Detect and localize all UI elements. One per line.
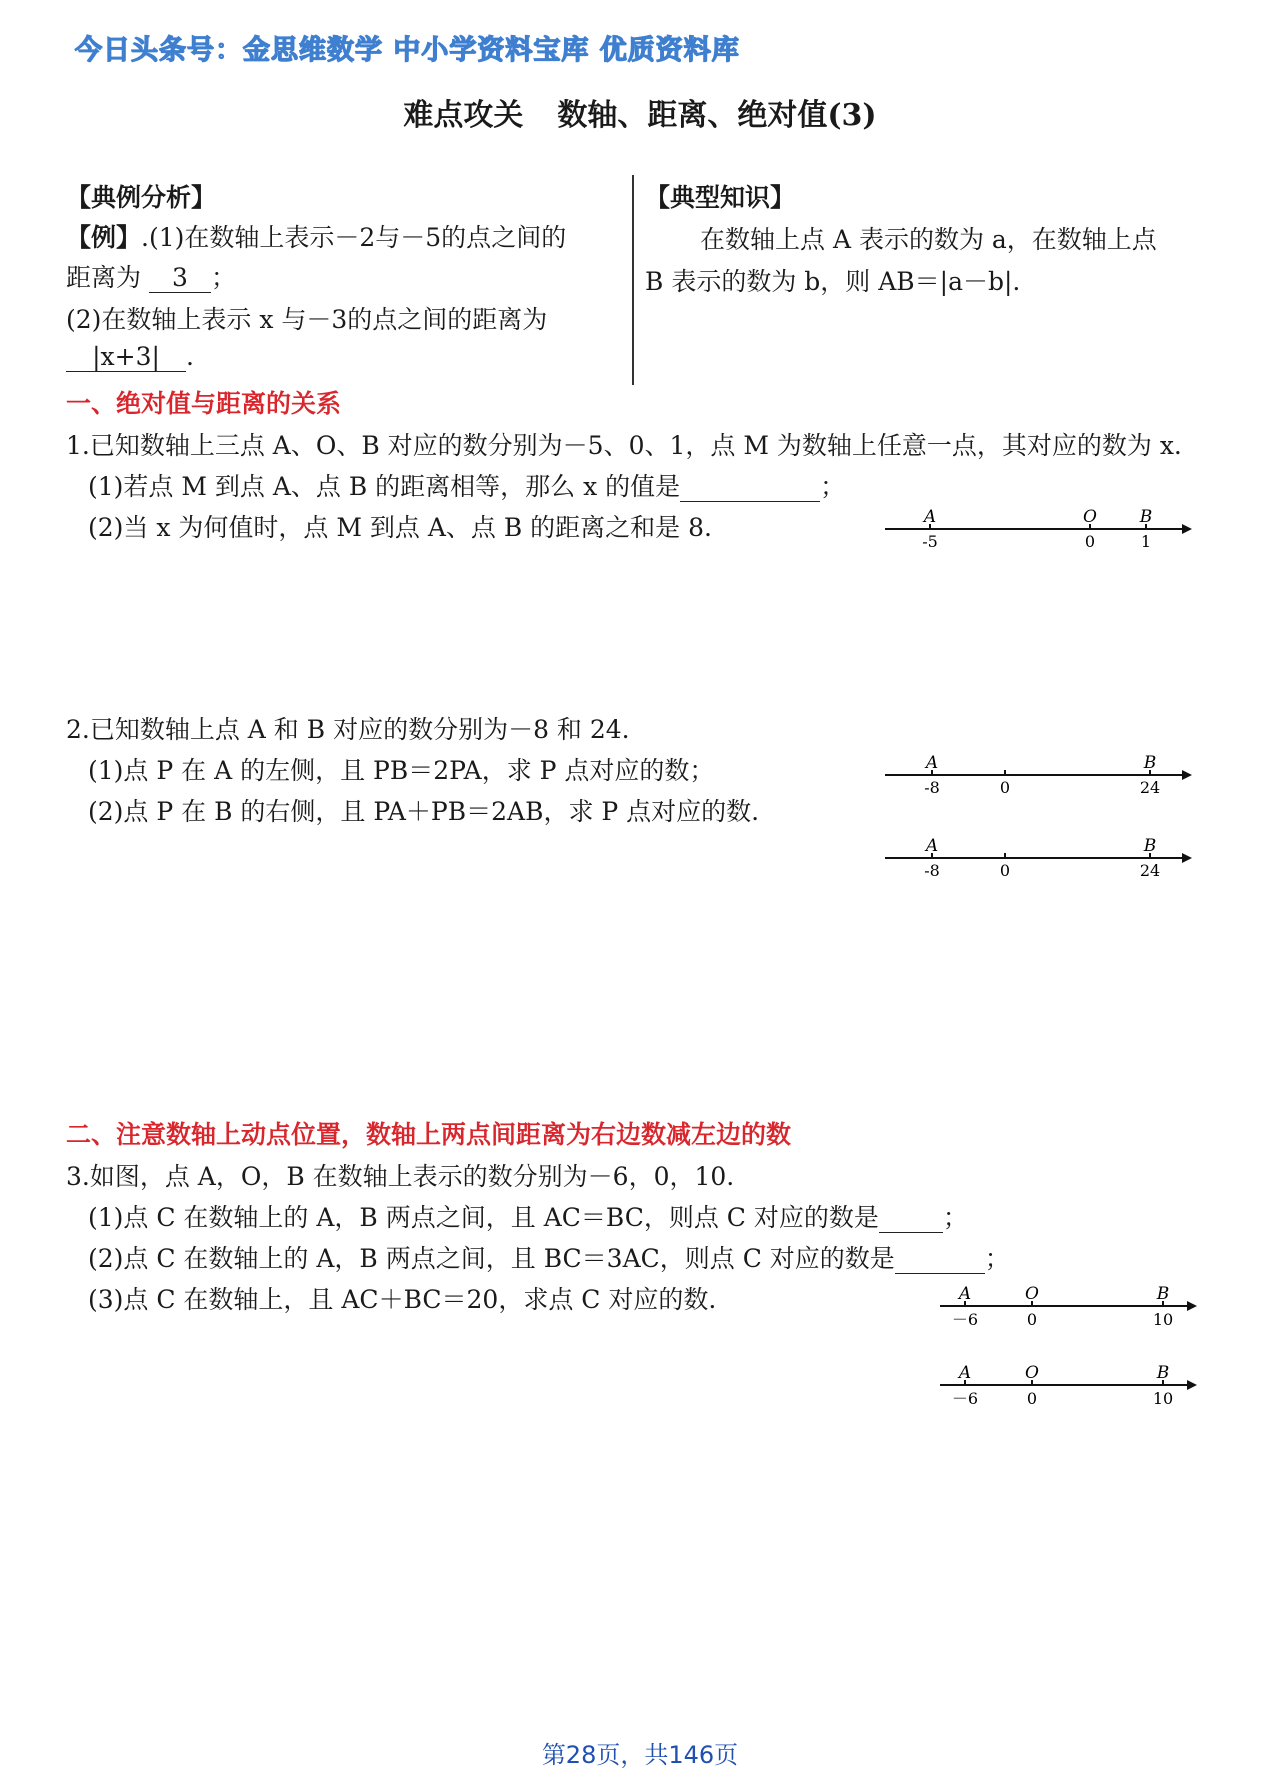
watermark-banner: 今日头条号：金思维数学 中小学资料宝库 优质资料库: [75, 35, 740, 66]
q3-answer-blank-1: [879, 1204, 943, 1233]
q2-part1: (1)点 P 在 A 的左侧，且 PB＝2PA，求 P 点对应的数；: [88, 756, 715, 785]
example-line1: 【例】.(1)在数轴上表示－2与－5的点之间的: [66, 223, 567, 252]
axis1-value-b: 1: [1140, 532, 1152, 551]
number-line-2: [880, 746, 1200, 806]
example-line2: 距离为 3 ；: [66, 263, 236, 292]
section1-heading: 一、绝对值与距离的关系: [66, 389, 342, 418]
q2-stem: 2.已知数轴上点 A 和 B 对应的数分别为－8 和 24.: [66, 715, 630, 744]
example-line4: |x+3| .: [66, 342, 194, 372]
q2-part2: (2)点 P 在 B 的右侧，且 PA＋PB＝2AB，求 P 点对应的数.: [88, 797, 760, 826]
q1-answer-blank: [680, 473, 820, 502]
title-part1: 难点攻关: [403, 98, 524, 133]
number-line-4: [935, 1277, 1205, 1337]
axis5-label-o: O: [1025, 1363, 1039, 1383]
axis2-value-b: 24: [1139, 778, 1161, 797]
page-footer: 第28页，共146页: [541, 1741, 739, 1769]
axis4-label-o: O: [1025, 1284, 1039, 1304]
q1-part1: (1)若点 M 到点 A、点 B 的距离相等，那么 x 的值是 ；: [88, 472, 846, 501]
axis2-label-b: B: [1143, 753, 1157, 773]
axis3-value-a: -8: [924, 861, 940, 880]
axis1-label-b: B: [1139, 507, 1153, 527]
knowledge-line2: B 表示的数为 b，则 AB＝|a－b|.: [645, 267, 1021, 296]
example-header: 【典例分析】: [66, 183, 217, 212]
axis2-label-a: A: [925, 753, 939, 773]
knowledge-header: 【典型知识】: [645, 183, 796, 212]
axis1-label-a: A: [923, 507, 937, 527]
axis5-value-o: 0: [1026, 1389, 1038, 1408]
example-tag: 【例】: [66, 223, 142, 252]
axis5-value-b: 10: [1152, 1389, 1174, 1408]
axis2-value-a: -8: [924, 778, 940, 797]
axis3-label-b: B: [1143, 836, 1157, 856]
axis3-value-b: 24: [1139, 861, 1161, 880]
q3-part3: (3)点 C 在数轴上，且 AC＋BC＝20，求点 C 对应的数.: [88, 1285, 717, 1314]
axis5-label-a: A: [958, 1363, 972, 1383]
q3-stem: 3.如图，点 A，O，B 在数轴上表示的数分别为－6，0，10.: [66, 1162, 735, 1191]
example-answer-blank-1: 3: [149, 264, 211, 293]
knowledge-line1: 在数轴上点 A 表示的数为 a，在数轴上点: [700, 225, 1157, 254]
axis1-label-o: O: [1083, 507, 1097, 527]
axis4-value-a: －6: [951, 1310, 979, 1329]
title-part2: 数轴、距离、绝对值(3): [557, 98, 877, 133]
axis4-value-o: 0: [1026, 1310, 1038, 1329]
number-line-3: [880, 829, 1200, 889]
axis1-value-a: -5: [922, 532, 938, 551]
q3-part1: (1)点 C 在数轴上的 A，B 两点之间，且 AC＝BC，则点 C 对应的数是 ；: [88, 1203, 968, 1232]
q1-stem: 1.已知数轴上三点 A、O、B 对应的数分别为－5、0、1，点 M 为数轴上任意一点，其对应的数为 x.: [66, 431, 1182, 460]
example-line3: (2)在数轴上表示 x 与－3的点之间的距离为: [66, 305, 548, 334]
q3-part2: (2)点 C 在数轴上的 A，B 两点之间，且 BC＝3AC，则点 C 对应的数是 ；: [88, 1244, 1010, 1273]
q3-answer-blank-2: [895, 1245, 985, 1274]
axis2-value-o: 0: [999, 778, 1011, 797]
q1-part2: (2)当 x 为何值时，点 M 到点 A、点 B 的距离之和是 8.: [88, 513, 712, 542]
axis5-label-b: B: [1156, 1363, 1170, 1383]
axis4-label-b: B: [1156, 1284, 1170, 1304]
axis4-label-a: A: [958, 1284, 972, 1304]
axis1-value-o: 0: [1084, 532, 1096, 551]
number-line-5: [935, 1356, 1205, 1416]
axis3-label-a: A: [925, 836, 939, 856]
page-title: [0, 90, 1280, 134]
axis4-value-b: 10: [1152, 1310, 1174, 1329]
section2-heading: 二、注意数轴上动点位置，数轴上两点间距离为右边数减左边的数: [66, 1120, 792, 1149]
example-answer-blank-2: |x+3|: [66, 343, 186, 372]
number-line-1: [880, 500, 1200, 560]
axis5-value-a: －6: [951, 1389, 979, 1408]
column-divider: [632, 175, 634, 385]
axis3-value-o: 0: [999, 861, 1011, 880]
